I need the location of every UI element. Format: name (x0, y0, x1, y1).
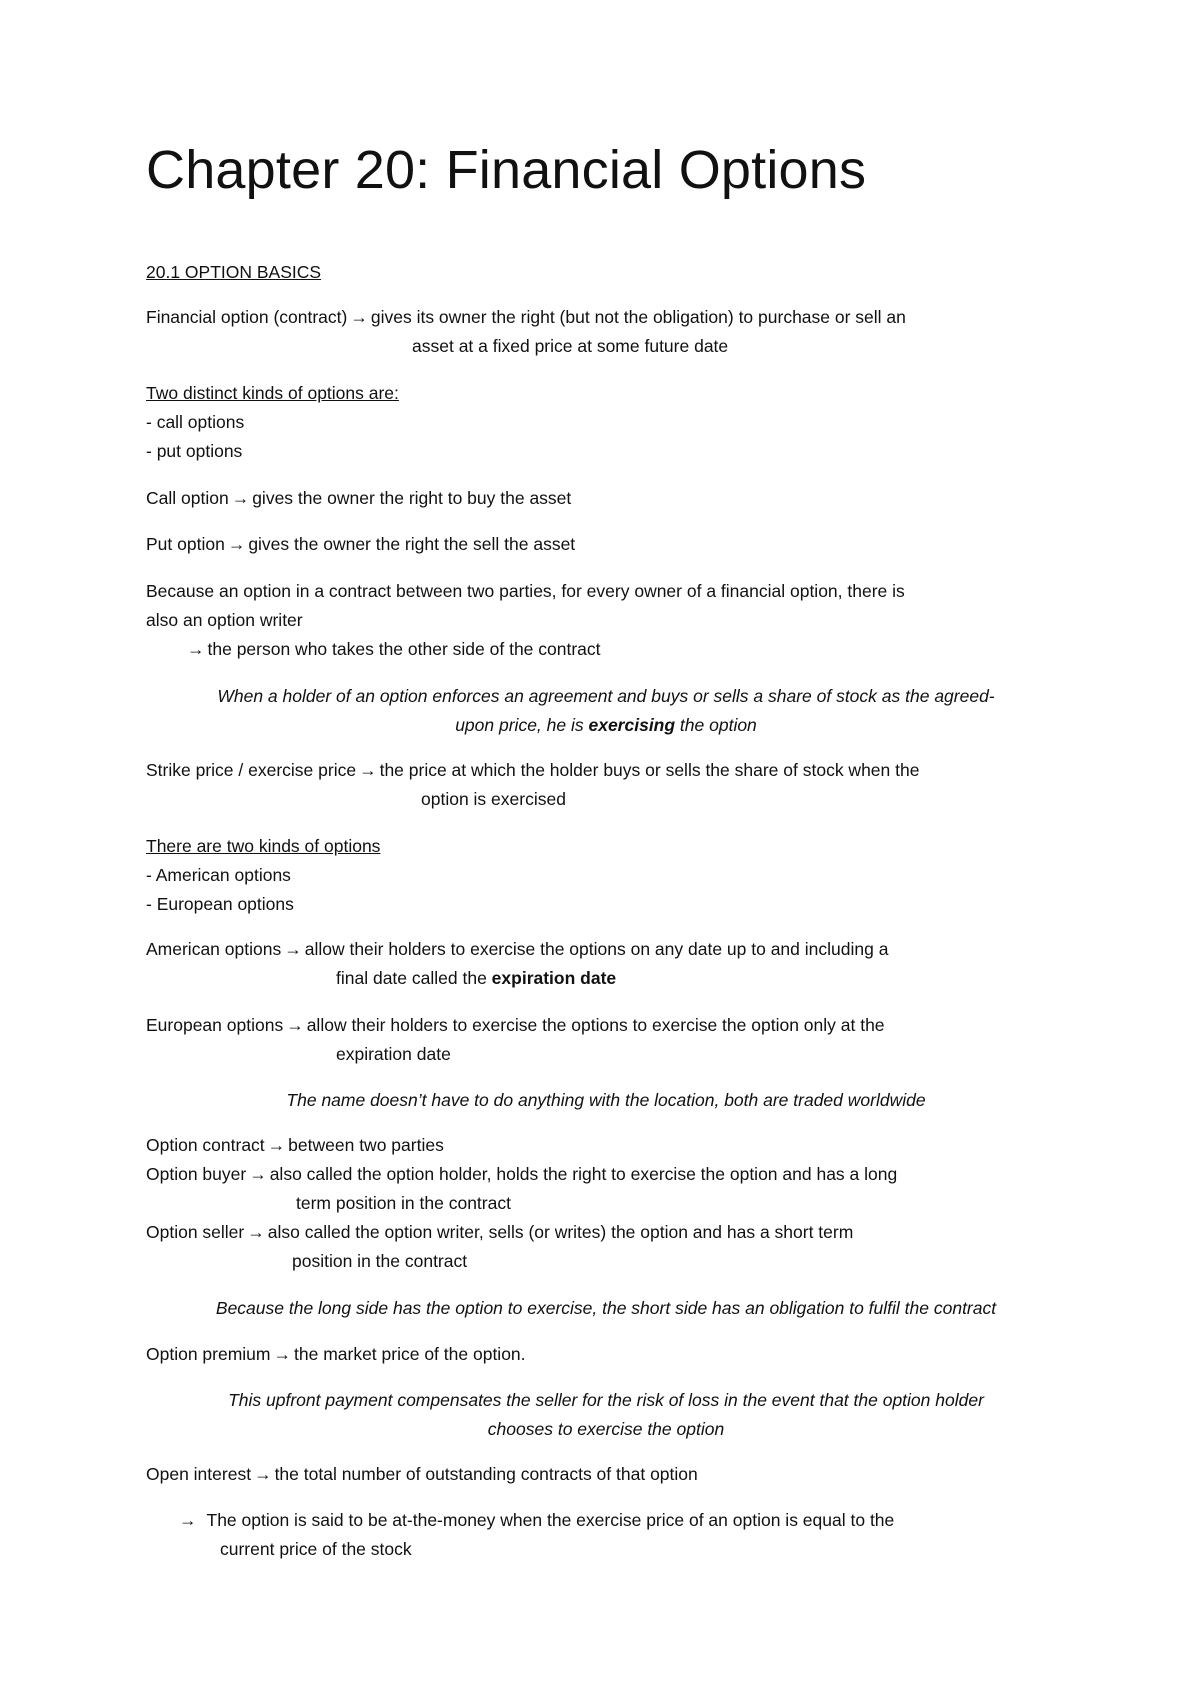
paragraph-line: the person who takes the other side of the contract (207, 639, 601, 659)
bullet-line: The option is said to be at-the-money when the exercise price of an option is equal to the (206, 1510, 895, 1530)
definition-line: allow their holders to exercise the options to exercise the option only at the (306, 1015, 885, 1035)
arrow-icon: → (284, 939, 302, 959)
arrow-icon: → (231, 488, 250, 508)
at-the-money-bullet (146, 1506, 1066, 1564)
term: American options (146, 939, 282, 959)
option-premium-definition (146, 1340, 1066, 1369)
open-interest-definition (146, 1460, 1066, 1489)
definition-continuation: option is exercised (421, 789, 566, 809)
emphasis-term: exercising (588, 715, 676, 735)
emphasis-term: expiration date (491, 968, 617, 988)
option-parties-block (146, 1131, 1066, 1276)
note-line: This upfront payment compensates the seller for the risk of loss in the event that the option holder (228, 1390, 984, 1410)
term: Strike price / exercise price (146, 760, 357, 780)
definition-line: the price at which the holder buys or sells the share of stock when the (379, 760, 920, 780)
page-title: Chapter 20: Financial Options (146, 140, 867, 200)
term: Financial option (contract) (146, 307, 348, 327)
arrow-icon: → (359, 760, 377, 780)
european-options-definition (146, 1011, 1066, 1069)
arrow-icon: → (247, 1222, 265, 1242)
option-writer-paragraph (146, 577, 1066, 664)
upfront-payment-note (146, 1386, 1066, 1444)
term: Option buyer (146, 1164, 247, 1184)
arrow-icon: → (227, 534, 246, 554)
term: Option contract (146, 1135, 265, 1155)
option-kinds-list (146, 379, 1066, 466)
note-line: When a holder of an option enforces an agreement and buys or sells a share of stock as the agreed- (217, 686, 995, 706)
put-option-definition (146, 530, 1066, 559)
strike-price-definition (146, 756, 1066, 814)
definition: the total number of outstanding contracts of that option (274, 1464, 698, 1484)
definition-line: gives its owner the right (but not the obligation) to purchase or sell an (370, 307, 906, 327)
arrow-icon: → (249, 1164, 267, 1184)
term: Option seller (146, 1222, 245, 1242)
arrow-icon: → (254, 1464, 272, 1484)
note-line: upon price, he is (455, 715, 589, 735)
section-heading: 20.1 OPTION BASICS (146, 262, 322, 282)
definition-continuation: position in the contract (292, 1251, 468, 1271)
list-item: - European options (146, 894, 294, 914)
arrow-bullet-icon: → (179, 1510, 197, 1530)
term: Put option (146, 534, 225, 554)
definition: between two parties (288, 1135, 444, 1155)
list-item: - put options (146, 441, 243, 461)
arrow-icon: → (286, 1015, 304, 1035)
arrow-icon: → (273, 1344, 291, 1364)
paragraph-line: Because an option in a contract between two parties, for every owner of a financial option, there is (146, 581, 905, 601)
long-short-note: Because the long side has the option to exercise, the short side has an obligation to fulfil the contract (215, 1298, 997, 1318)
definition-line: also called the option writer, sells (or writes) the option and has a short term (267, 1222, 854, 1242)
exercising-note (146, 682, 1066, 740)
definition-continuation: term position in the contract (296, 1193, 511, 1213)
definition: gives the owner the right to buy the asset (252, 488, 572, 508)
name-location-note: The name doesn’t have to do anything with the location, both are traded worldwide (286, 1090, 926, 1110)
definition-continuation: expiration date (336, 1044, 451, 1064)
definition-continuation: final date called the (336, 968, 492, 988)
definition-line: also called the option holder, holds the right to exercise the option and has a long (269, 1164, 898, 1184)
definition: the market price of the option. (294, 1344, 526, 1364)
call-option-definition (146, 484, 1066, 513)
bullet-continuation: current price of the stock (220, 1539, 412, 1559)
american-options-definition (146, 935, 1066, 993)
term: Option premium (146, 1344, 271, 1364)
arrow-icon: → (267, 1135, 286, 1155)
paragraph-line: also an option writer (146, 610, 303, 630)
term: Call option (146, 488, 229, 508)
definition: gives the owner the right the sell the asset (248, 534, 576, 554)
definition-continuation: asset at a fixed price at some future date (412, 336, 729, 356)
term: Open interest (146, 1464, 252, 1484)
list-heading: Two distinct kinds of options are: (146, 383, 399, 403)
arrow-icon: → (187, 639, 205, 659)
financial-option-definition (146, 303, 1066, 361)
list-heading: There are two kinds of options (146, 836, 381, 856)
two-kinds-list (146, 832, 1066, 919)
note-line: chooses to exercise the option (487, 1419, 725, 1439)
arrow-icon: → (350, 307, 368, 327)
list-item: - call options (146, 412, 245, 432)
term: European options (146, 1015, 284, 1035)
note-line: the option (675, 715, 757, 735)
list-item: - American options (146, 865, 291, 885)
definition-line: allow their holders to exercise the options on any date up to and including a (304, 939, 889, 959)
